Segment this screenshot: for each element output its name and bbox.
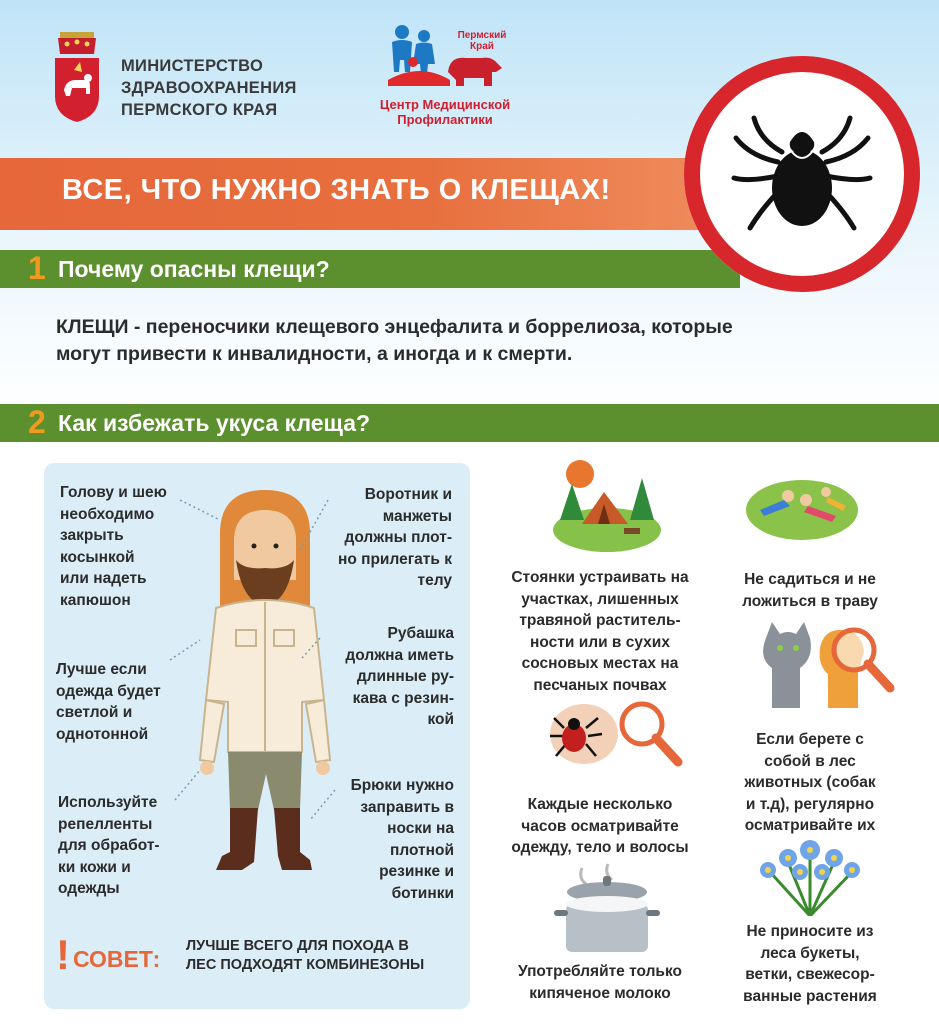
ministry-line: ЗДРАВООХРАНЕНИЯ	[121, 79, 297, 97]
note-line: Воротник и	[364, 486, 452, 503]
note-line: косынкой	[60, 548, 135, 566]
note-line: должны плот-	[344, 529, 452, 546]
note-line: репелленты	[58, 815, 153, 833]
ministry-name	[121, 55, 361, 121]
tip-grass	[718, 569, 902, 612]
note-light-clothes	[56, 659, 161, 745]
tip-line: Не садиться и не	[744, 571, 876, 588]
note-line: Используйте	[58, 794, 158, 811]
tip-milk	[478, 961, 722, 1004]
tip-line: кипяченое молоко	[529, 984, 671, 1002]
section-1-text-line: могут привести к инвалидности, а иногда и к смерти.	[56, 343, 573, 365]
people-lying-on-grass-icon	[746, 470, 858, 540]
advice-label: СОВЕТ:	[73, 946, 161, 972]
tip-line: сосновых местах на	[521, 655, 679, 672]
cat-dog-magnifier-icon	[754, 618, 898, 718]
note-line: плотной	[389, 841, 454, 859]
note-line: Лучше если	[56, 661, 147, 678]
boiling-pot-icon	[552, 858, 662, 958]
tip-line: часов осматривайте	[521, 817, 679, 835]
note-line: но прилегать к	[337, 550, 452, 568]
tip-line: одежду, тело и волосы	[511, 839, 689, 856]
advice-line: ЛЕС ПОДХОДЯТ КОМБИНЕЗОНЫ	[186, 957, 425, 973]
advice-exclamation: !	[56, 931, 70, 978]
ministry-line: МИНИСТЕРСТВО	[121, 57, 264, 75]
note-line: Брюки нужно	[350, 777, 454, 794]
center-logo-name	[370, 97, 520, 127]
section-1-text	[56, 314, 896, 368]
note-line: или надеть	[60, 570, 147, 587]
tip-line: и т.д), регулярно	[745, 795, 875, 813]
ministry-line: ПЕРМСКОГО КРАЯ	[121, 101, 278, 119]
center-logo-region-line: Край	[470, 41, 494, 52]
camping-tent-icon	[552, 458, 662, 554]
note-line: для обработ-	[58, 837, 160, 854]
tip-line: ветки, свежесор-	[745, 966, 875, 983]
section-1-text-line: КЛЕЩИ - переносчики клещевого энцефалита и боррелиоза, которые	[56, 316, 733, 338]
note-line: заправить в	[360, 798, 454, 816]
note-line: Рубашка	[387, 625, 454, 642]
tick-magnifier-icon	[546, 694, 686, 772]
tip-bouquets	[718, 921, 902, 1007]
tip-inspect	[478, 794, 722, 859]
tip-line: леса букеты,	[760, 944, 860, 962]
section-2-title: Как избежать укуса клеща?	[58, 410, 371, 436]
perm-coat-of-arms-logo	[52, 32, 102, 124]
note-line: длинные ру-	[356, 668, 454, 685]
advice-text	[186, 937, 466, 975]
note-line: кой	[427, 711, 454, 728]
section-1-number: 1	[28, 250, 46, 286]
center-logo-region	[452, 30, 512, 52]
note-line: кава с резин-	[352, 689, 454, 707]
note-line: однотонной	[56, 725, 149, 743]
tip-line: травяной раститель-	[519, 612, 681, 629]
note-line: Голову и шею	[60, 484, 167, 501]
note-line: капюшон	[60, 591, 131, 609]
advice-line: ЛУЧШЕ ВСЕГО ДЛЯ ПОХОДА В	[186, 938, 409, 954]
tip-line: песчаных почвах	[533, 676, 667, 694]
tip-line: Стоянки устраивать на	[511, 569, 689, 586]
tip-line: ложиться в траву	[742, 592, 878, 610]
note-line: резинке и	[379, 863, 454, 880]
note-shirt	[300, 623, 454, 731]
note-trousers	[300, 775, 454, 904]
note-line: светлой и	[56, 704, 133, 721]
note-line: ки кожи и	[58, 858, 131, 876]
tip-line: собой в лес	[764, 752, 856, 770]
flower-bouquet-icon	[748, 832, 872, 916]
center-logo-line: Центр Медицинской	[379, 97, 511, 112]
center-logo-region-line: Пермский	[457, 30, 507, 41]
tick-prohibition-sign-icon	[680, 52, 924, 296]
note-line: манжеты	[382, 507, 452, 525]
note-repellents	[58, 792, 160, 900]
note-line: телу	[417, 572, 452, 589]
tip-line: Употребляйте только	[518, 963, 682, 980]
note-line: ботинки	[391, 884, 454, 902]
tip-line: ности или в сухих	[530, 633, 670, 651]
tip-line: Если берете с	[756, 731, 864, 748]
tip-line: животных (собак	[744, 774, 876, 791]
note-line: одежды	[58, 880, 120, 897]
note-line: носки на	[387, 820, 454, 837]
tip-line: Не приносите из	[746, 923, 874, 940]
tip-line: ванные растения	[743, 987, 877, 1005]
note-line: закрыть	[60, 527, 124, 544]
tip-line: осматривайте их	[744, 817, 876, 834]
tip-animals	[718, 729, 902, 837]
tip-line: участках, лишенных	[521, 590, 679, 608]
main-title: ВСЕ, ЧТО НУЖНО ЗНАТЬ О КЛЕЩАХ!	[62, 174, 611, 206]
section-2-number: 2	[28, 404, 46, 440]
note-line: одежда будет	[56, 682, 161, 700]
note-head-cover	[60, 482, 167, 611]
note-line: должна иметь	[345, 646, 454, 664]
note-collar	[300, 484, 452, 592]
tip-line: Каждые несколько	[527, 796, 673, 813]
tip-camp	[478, 567, 722, 696]
section-1-title: Почему опасны клещи?	[58, 256, 330, 282]
note-line: необходимо	[60, 505, 155, 523]
center-logo-line: Профилактики	[397, 112, 493, 127]
